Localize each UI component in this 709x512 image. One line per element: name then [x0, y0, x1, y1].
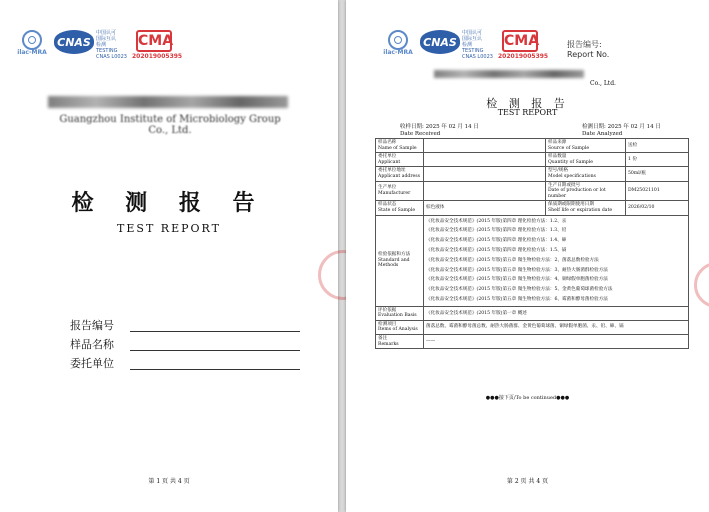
date-received: 收样日期: 2025 年 02 月 14 日 Date Received — [400, 124, 479, 137]
table-row — [376, 320, 689, 334]
table-cell: 菌落总数、霉菌和酵母菌总数、耐热大肠菌群、金黄色葡萄球菌、铜绿假单胞菌、汞、铅、砷、镉 — [424, 320, 689, 334]
company-name-tail: Co., Ltd. — [590, 80, 616, 87]
continued-note: ●●●接下页/To be continued●●● — [485, 395, 570, 401]
cnas-logo: CNAS — [420, 30, 460, 54]
table-cell: 棕色液体 — [424, 201, 546, 215]
report-title-cn: 检 测 报 告 — [71, 190, 267, 216]
ilac-mra-logo: ilac-MRA — [380, 30, 416, 56]
table-cell: 委托单位 Applicant — [376, 153, 424, 167]
table-cell: 送检 — [626, 139, 689, 153]
table-cell: 样品状态 State of Sample — [376, 201, 424, 215]
table-cell: 检验依据和方法 Standard and Methods — [376, 215, 424, 306]
methods-list: 《化妆品安全技术规范》(2015 年版)第四章 理化检验方法：1.2、汞 《化妆品安全技术规范》(2015 年版)第四章 理化检验方法：1.3、铅 《化妆品安全技术规范》(2015 年版)第四章 理化检验方法：1.4、砷 《化妆品安全技术规范》(2015 年版)第四章 理化检验方法：1.5、镉 《化妆品安全技术规范》(2015 年版)第五章 微生物检验方法：2、菌落总数检验方法 《化妆品安全技术规范》(2015 年版)第五章 微生物检验方法：3、耐热大肠菌群检验方法 《化妆品安全技术规范》(2015 年版)第五章 微生物检验方法：4、铜绿假单胞菌检验方法 《化妆品安全技术规范》(2015 年版)第五章 微生物检验方法：5、金黄色葡萄球菌检验方法 《化妆品安全技术规范》(2015 年版)第五章 微生物检验方法：6、霉菌和酵母菌检验方法 — [424, 215, 689, 306]
sample-info-table — [375, 138, 689, 349]
table-cell: 样品来源 Source of Sample — [546, 139, 626, 153]
sample-name-label: 样品名称 — [70, 338, 114, 351]
report-cover-page — [0, 0, 338, 512]
report-title-en: TEST REPORT — [117, 222, 221, 235]
table-row — [376, 167, 689, 181]
report-number: 报告编号: Report No. — [567, 40, 610, 59]
cnas-logo: CNAS — [54, 30, 94, 54]
cnas-text: 中国认可 国际互认 检测 TESTING CNAS L0023 — [96, 30, 127, 60]
applicant-label: 委托单位 — [70, 357, 114, 370]
table-cell: 样品数量 Quantity of Sample — [546, 153, 626, 167]
institute-name-en: Guangzhou Institute of Microbiology Group Co., Ltd. — [59, 114, 281, 136]
table-cell: 样品名称 Name of Sample — [376, 139, 424, 153]
table-row — [376, 139, 689, 153]
table-cell: 评价依据 Evaluation Basis — [376, 306, 424, 320]
date-analyzed: 检测日期: 2025 年 02 月 14 日 Date Analyzed — [582, 124, 661, 137]
table-cell: 1 份 — [626, 153, 689, 167]
cnas-text: 中国认可 国际互认 检测 TESTING CNAS L0023 — [462, 30, 493, 60]
table-cell: 委托单位地址 Applicant address — [376, 167, 424, 181]
table-row — [376, 215, 689, 306]
table-cell: 检测项目 Items of Analysis — [376, 320, 424, 334]
page-footer: 第 1 页 共 4 页 — [148, 478, 190, 485]
report-title-cn: 检 测 报 告 — [486, 97, 569, 110]
table-cell: 2026/02/10 — [626, 201, 689, 215]
redacted-company-name — [434, 70, 584, 78]
table-row — [376, 335, 689, 349]
table-row — [376, 181, 689, 201]
sample-name-line — [130, 350, 300, 351]
report-number-line — [130, 331, 300, 332]
table-cell: DM25021101 — [626, 181, 689, 201]
report-number-label: 报告编号 — [70, 319, 114, 332]
table-row — [376, 201, 689, 215]
table-cell — [424, 181, 546, 201]
seal-stamp — [694, 262, 709, 308]
table-cell: 备注 Remarks — [376, 335, 424, 349]
table-cell: —— — [424, 335, 689, 349]
report-detail-page — [346, 0, 709, 512]
ilac-mra-logo: ilac-MRA — [14, 30, 50, 56]
table-row — [376, 153, 689, 167]
table-cell — [424, 167, 546, 181]
table-cell: 保质期或限期使用日期 Shelf life or expiration date — [546, 201, 626, 215]
table-cell: 生产单位 Manufacturer — [376, 181, 424, 201]
table-cell — [424, 139, 546, 153]
table-cell: 生产日期或批号 Date of production or lot number — [546, 181, 626, 201]
table-cell — [424, 153, 546, 167]
table-row — [376, 306, 689, 320]
table-cell: 50ml/瓶 — [626, 167, 689, 181]
redacted-institute-name — [48, 96, 288, 108]
cma-logo: CMA 202019005395 — [132, 30, 176, 62]
page-footer: 第 2 页 共 4 页 — [506, 478, 549, 485]
table-cell: 型号/规格 Model specifications — [546, 167, 626, 181]
applicant-line — [130, 369, 300, 370]
cma-logo: CMA 202019005395 — [498, 30, 542, 62]
table-cell: 《化妆品安全技术规范》(2015 年版)第一章 概述 — [424, 306, 689, 320]
report-title-en: TEST REPORT — [497, 108, 558, 117]
